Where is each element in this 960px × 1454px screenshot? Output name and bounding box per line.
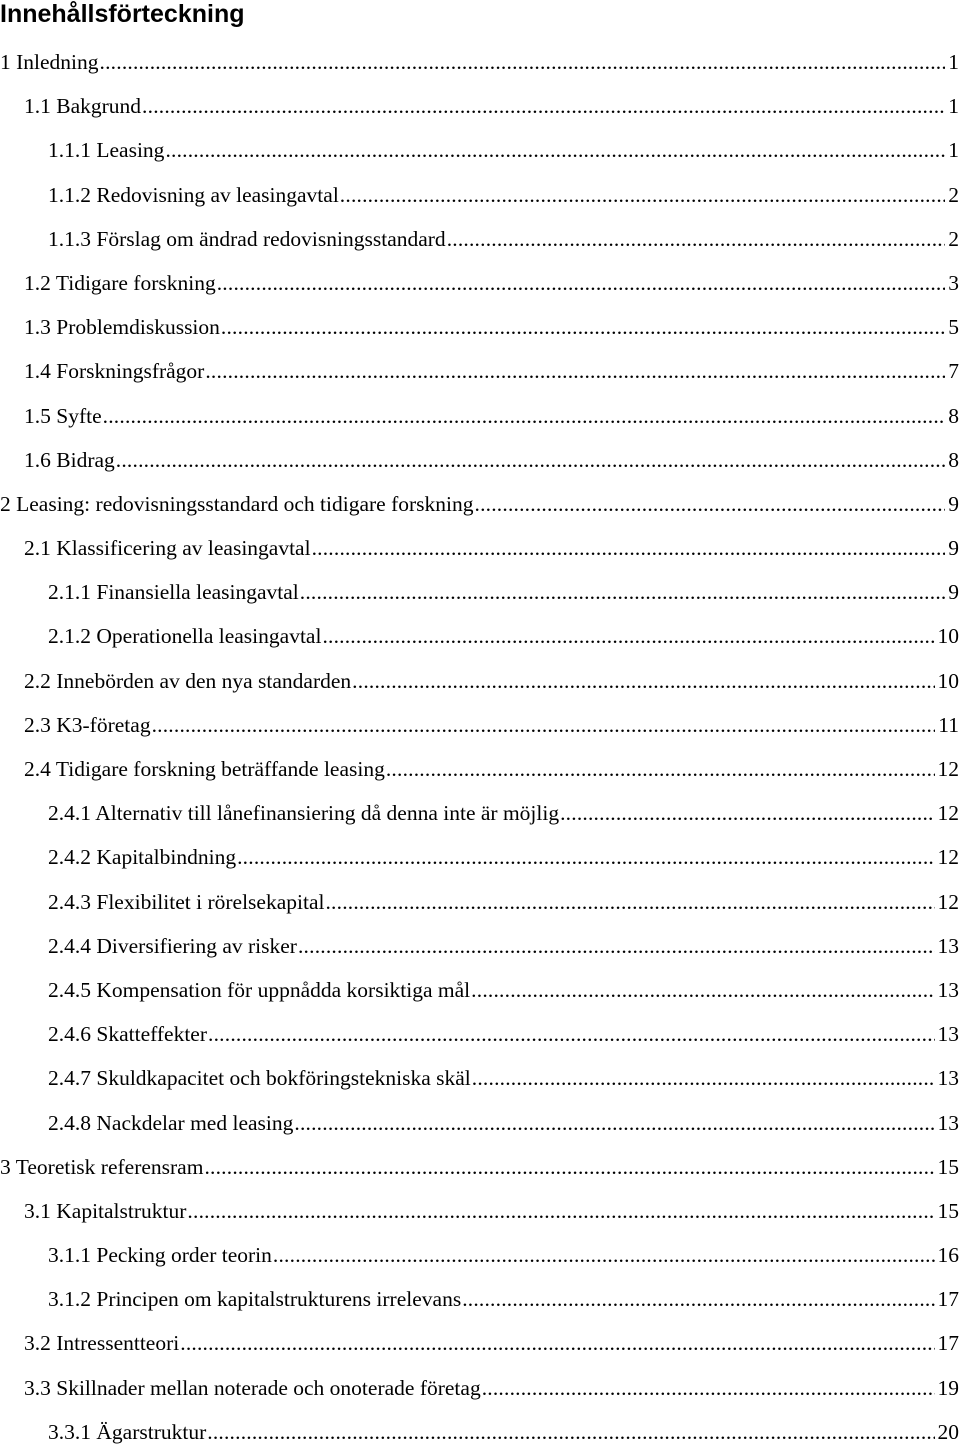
toc-entry-label: 2.4.4 Diversifiering av risker	[48, 924, 297, 968]
toc-entry-page-number: 1	[948, 128, 960, 172]
dot-leader	[273, 1233, 935, 1277]
dot-leader	[116, 438, 945, 482]
toc-entry[interactable]	[0, 305, 960, 349]
toc-entry-label: 1.1.1 Leasing	[48, 128, 164, 172]
toc-entry[interactable]	[0, 1233, 960, 1277]
toc-entry-page-number: 12	[938, 791, 960, 835]
toc-entry-page-number: 12	[938, 747, 960, 791]
dot-leader	[207, 1410, 934, 1454]
toc-entry-label: 3.1.1 Pecking order teorin	[48, 1233, 272, 1277]
toc-entry[interactable]	[0, 394, 960, 438]
toc-entry[interactable]	[0, 482, 960, 526]
toc-entry-label: 2.4 Tidigare forskning beträffande leasing	[24, 747, 385, 791]
toc-entry[interactable]	[0, 349, 960, 393]
toc-entry-page-number: 10	[938, 614, 960, 658]
toc-entry-page-number: 8	[948, 394, 960, 438]
toc-entry-page-number: 9	[948, 482, 960, 526]
toc-entry-page-number: 16	[938, 1233, 960, 1277]
dot-leader	[294, 1101, 934, 1145]
toc-entry-page-number: 15	[938, 1189, 960, 1233]
toc-entry[interactable]	[0, 1366, 960, 1410]
toc-entry-label: 3.3.1 Ägarstruktur	[48, 1410, 206, 1454]
dot-leader	[237, 835, 934, 879]
toc-entry-label: 2 Leasing: redovisningsstandard och tidigare forskning	[0, 482, 474, 526]
dot-leader	[352, 659, 934, 703]
toc-entry[interactable]	[0, 1189, 960, 1233]
dot-leader	[322, 614, 934, 658]
toc-entry[interactable]	[0, 880, 960, 924]
toc-entry[interactable]	[0, 1012, 960, 1056]
toc-entry[interactable]	[0, 835, 960, 879]
toc-entry[interactable]	[0, 40, 960, 84]
toc-entry[interactable]	[0, 1410, 960, 1454]
toc-entry[interactable]	[0, 1056, 960, 1100]
toc-entry[interactable]	[0, 747, 960, 791]
dot-leader	[560, 791, 934, 835]
toc-entry-page-number: 17	[938, 1321, 960, 1365]
toc-entry-label: 2.4.6 Skatteffekter	[48, 1012, 207, 1056]
toc-entry-page-number: 1	[948, 40, 960, 84]
toc-entry-label: 1.5 Syfte	[24, 394, 102, 438]
dot-leader	[475, 482, 946, 526]
toc-entry[interactable]	[0, 1277, 960, 1321]
toc-entry-page-number: 3	[948, 261, 960, 305]
toc-entry-page-number: 13	[938, 1056, 960, 1100]
dot-leader	[325, 880, 934, 924]
toc-entry-page-number: 2	[948, 217, 960, 261]
toc-entry-label: 1.6 Bidrag	[24, 438, 115, 482]
toc-entry-label: 3.3 Skillnader mellan noterade och onoterade företag	[24, 1366, 481, 1410]
dot-leader	[300, 570, 945, 614]
dot-leader	[142, 84, 945, 128]
toc-entry[interactable]	[0, 261, 960, 305]
toc-entry-page-number: 9	[948, 570, 960, 614]
toc-entry-label: 2.4.2 Kapitalbindning	[48, 835, 236, 879]
toc-entry[interactable]	[0, 659, 960, 703]
toc-entry-label: 2.2 Innebörden av den nya standarden	[24, 659, 351, 703]
dot-leader	[187, 1189, 934, 1233]
toc-entry[interactable]	[0, 968, 960, 1012]
dot-leader	[165, 128, 945, 172]
toc-entry-page-number: 11	[938, 703, 960, 747]
dot-leader	[447, 217, 946, 261]
toc-entry-label: 1.4 Forskningsfrågor	[24, 349, 204, 393]
toc-list	[0, 40, 960, 1454]
toc-entry-page-number: 8	[948, 438, 960, 482]
toc-entry-label: 2.3 K3-företag	[24, 703, 151, 747]
toc-title: Innehållsförteckning	[0, 0, 244, 28]
toc-entry-label: 1.2 Tidigare forskning	[24, 261, 216, 305]
toc-entry[interactable]	[0, 526, 960, 570]
toc-entry[interactable]	[0, 84, 960, 128]
dot-leader	[298, 924, 935, 968]
dot-leader	[312, 526, 946, 570]
dot-leader	[340, 173, 945, 217]
toc-entry-label: 3.2 Intressentteori	[24, 1321, 179, 1365]
dot-leader	[103, 394, 946, 438]
dot-leader	[217, 261, 946, 305]
dot-leader	[100, 40, 946, 84]
dot-leader	[205, 349, 945, 393]
dot-leader	[180, 1321, 934, 1365]
toc-entry-label: 3.1.2 Principen om kapitalstrukturens irrelevans	[48, 1277, 461, 1321]
toc-entry-page-number: 12	[938, 835, 960, 879]
toc-entry-page-number: 13	[938, 1101, 960, 1145]
toc-entry-label: 2.4.1 Alternativ till lånefinansiering då denna inte är möjlig	[48, 791, 559, 835]
toc-entry-label: 2.1 Klassificering av leasingavtal	[24, 526, 311, 570]
toc-entry-label: 1.1 Bakgrund	[24, 84, 141, 128]
toc-entry-page-number: 13	[938, 968, 960, 1012]
toc-entry-page-number: 13	[938, 1012, 960, 1056]
toc-entry-page-number: 1	[948, 84, 960, 128]
toc-entry[interactable]	[0, 1145, 960, 1189]
dot-leader	[208, 1012, 934, 1056]
toc-entry-page-number: 19	[938, 1366, 960, 1410]
toc-entry[interactable]	[0, 438, 960, 482]
toc-entry-page-number: 13	[938, 924, 960, 968]
dot-leader	[472, 1056, 935, 1100]
toc-entry-label: 2.4.5 Kompensation för uppnådda korsiktiga mål	[48, 968, 470, 1012]
toc-entry-label: 2.4.3 Flexibilitet i rörelsekapital	[48, 880, 324, 924]
toc-entry[interactable]	[0, 924, 960, 968]
toc-entry-label: 2.1.2 Operationella leasingavtal	[48, 614, 321, 658]
toc-entry-label: 1.3 Problemdiskussion	[24, 305, 220, 349]
toc-entry[interactable]	[0, 1101, 960, 1145]
toc-entry[interactable]	[0, 791, 960, 835]
toc-entry-label: 2.4.8 Nackdelar med leasing	[48, 1101, 293, 1145]
toc-entry[interactable]	[0, 1321, 960, 1365]
toc-entry-label: 1.1.2 Redovisning av leasingavtal	[48, 173, 339, 217]
toc-entry[interactable]	[0, 570, 960, 614]
toc-entry[interactable]	[0, 173, 960, 217]
toc-entry-page-number: 17	[938, 1277, 960, 1321]
toc-entry-page-number: 10	[938, 659, 960, 703]
toc-entry-page-number: 2	[948, 173, 960, 217]
dot-leader	[204, 1145, 934, 1189]
toc-entry-label: 1 Inledning	[0, 40, 99, 84]
dot-leader	[482, 1366, 935, 1410]
toc-entry-page-number: 7	[948, 349, 960, 393]
toc-entry[interactable]	[0, 703, 960, 747]
toc-entry-page-number: 15	[938, 1145, 960, 1189]
dot-leader	[471, 968, 934, 1012]
dot-leader	[462, 1277, 934, 1321]
toc-entry-label: 3.1 Kapitalstruktur	[24, 1189, 186, 1233]
toc-entry[interactable]	[0, 614, 960, 658]
toc-entry-label: 1.1.3 Förslag om ändrad redovisningsstandard	[48, 217, 446, 261]
toc-entry-label: 3 Teoretisk referensram	[0, 1145, 203, 1189]
toc-entry[interactable]	[0, 128, 960, 172]
toc-entry-label: 2.4.7 Skuldkapacitet och bokföringstekniska skäl	[48, 1056, 471, 1100]
dot-leader	[221, 305, 945, 349]
toc-entry-label: 2.1.1 Finansiella leasingavtal	[48, 570, 299, 614]
toc-entry[interactable]	[0, 217, 960, 261]
dot-leader	[386, 747, 935, 791]
toc-entry-page-number: 9	[948, 526, 960, 570]
toc-entry-page-number: 5	[948, 305, 960, 349]
dot-leader	[152, 703, 936, 747]
toc-entry-page-number: 12	[938, 880, 960, 924]
toc-entry-page-number: 20	[938, 1410, 960, 1454]
